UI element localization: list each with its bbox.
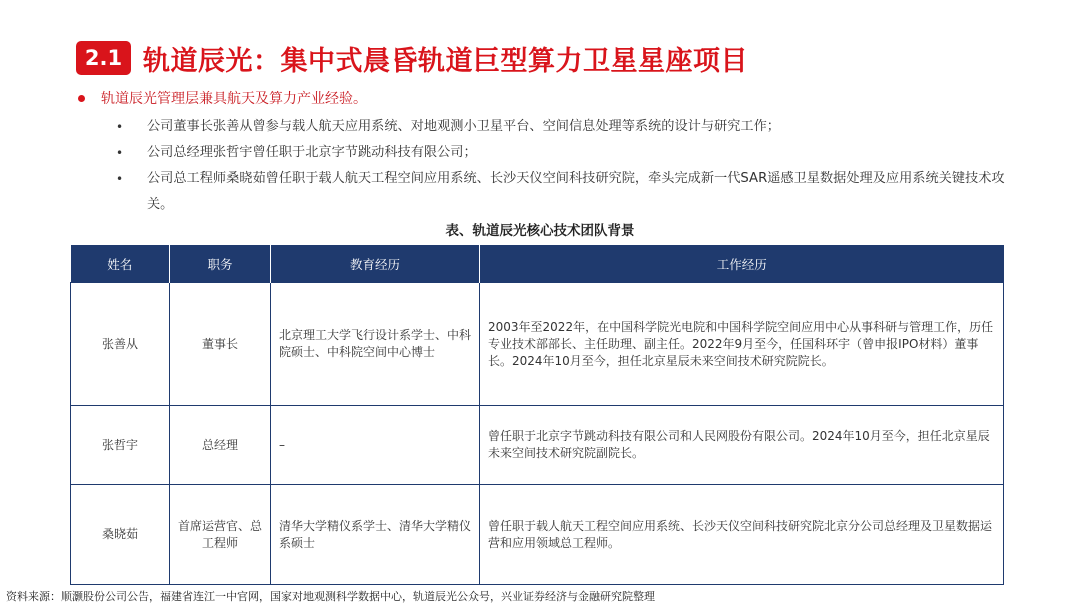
table-row [71, 485, 1004, 585]
lead-point [78, 88, 367, 108]
bullet-dot-icon: • [116, 146, 124, 160]
cell-education: – [271, 406, 480, 485]
cell-work: 曾任职于载人航天工程空间应用系统、长沙天仪空间科技研究院北京分公司总经理及卫星数据运营和应用领域总工程师。 [480, 485, 1004, 585]
column-header-education: 教育经历 [271, 245, 480, 283]
bullet-list [116, 114, 1016, 218]
cell-position: 董事长 [170, 283, 271, 406]
bullet-dot-icon: • [116, 120, 124, 134]
column-header-work: 工作经历 [480, 245, 1004, 283]
cell-name: 桑晓茹 [71, 485, 170, 585]
table-header-row [71, 245, 1004, 283]
bullet-text: 公司总经理张哲宇曾任职于北京字节跳动科技有限公司； [147, 145, 477, 160]
bullet-text: 公司董事长张善从曾参与载人航天应用系统、对地观测小卫星平台、空间信息处理等系统的设计与研究工作； [147, 119, 780, 134]
cell-name: 张善从 [71, 283, 170, 406]
cell-education: 清华大学精仪系学士、清华大学精仪系硕士 [271, 485, 480, 585]
page-title: 轨道辰光：集中式晨昏轨道巨型算力卫星星座项目 [143, 45, 748, 77]
bullet-item [116, 140, 1016, 166]
bullet-item [116, 114, 1016, 140]
table-row [71, 283, 1004, 406]
column-header-name: 姓名 [71, 245, 170, 283]
lead-point-text: 轨道辰光管理层兼具航天及算力产业经验。 [101, 91, 367, 107]
cell-position: 首席运营官、总工程师 [170, 485, 271, 585]
cell-name: 张哲宇 [71, 406, 170, 485]
bullet-text: 公司总工程师桑晓茹曾任职于载人航天工程空间应用系统、长沙天仪空间科技研究院，牵头完成新一代SAR遥感卫星数据处理及应用系统关键技术攻关。 [147, 171, 1005, 212]
bullet-dot-icon: • [116, 172, 124, 186]
cell-position: 总经理 [170, 406, 271, 485]
cell-work: 曾任职于北京字节跳动科技有限公司和人民网股份有限公司。2024年10月至今，担任北京星辰未来空间技术研究院副院长。 [480, 406, 1004, 485]
team-background-table [70, 245, 1004, 585]
section-number-badge: 2.1 [76, 41, 131, 75]
title-row [76, 38, 748, 78]
bullet-dot-icon [78, 95, 85, 102]
table-row [71, 406, 1004, 485]
cell-work: 2003年至2022年，在中国科学院光电院和中国科学院空间应用中心从事科研与管理工作，历任专业技术部部长、主任助理、副主任。2022年9月至今，任国科环宇（曾申报IPO材料）董事长。2024年10月至今，担任北京星辰未来空间技术研究院院长。 [480, 283, 1004, 406]
cell-education: 北京理工大学飞行设计系学士、中科院硕士、中科院空间中心博士 [271, 283, 480, 406]
bullet-item [116, 166, 1016, 218]
source-note: 资料来源：顺灏股份公司公告，福建省连江一中官网，国家对地观测科学数据中心，轨道辰光公众号，兴业证券经济与金融研究院整理 [6, 590, 655, 603]
column-header-position: 职务 [170, 245, 271, 283]
table-caption: 表、轨道辰光核心技术团队背景 [445, 223, 635, 239]
